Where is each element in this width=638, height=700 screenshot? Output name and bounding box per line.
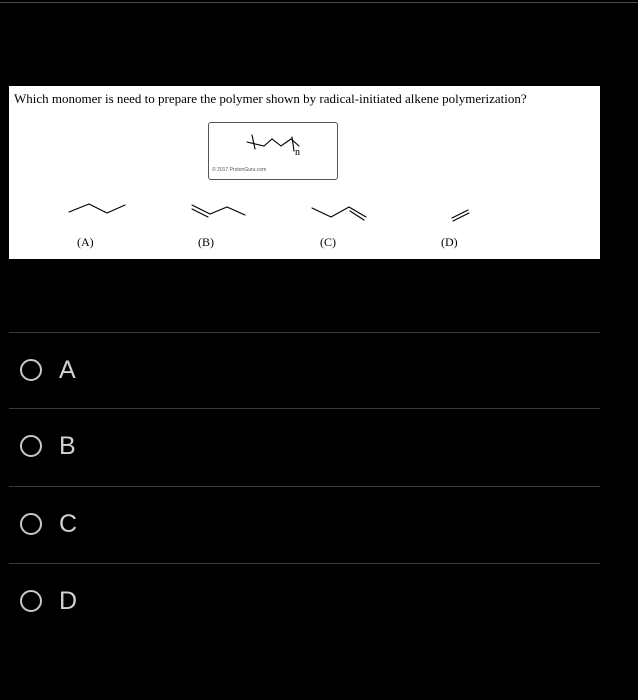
option-c[interactable] <box>9 486 600 562</box>
choice-label-a: (A) <box>77 235 94 249</box>
radio-button-a[interactable] <box>20 359 42 381</box>
option-b-label: B <box>59 432 76 460</box>
option-b[interactable] <box>9 408 600 484</box>
option-d[interactable] <box>9 563 600 639</box>
structure-d-icon <box>452 210 469 221</box>
copyright-text: © 2017 ProtonGuru.com <box>212 167 267 173</box>
choice-label-b: (B) <box>198 235 214 249</box>
structure-c-icon <box>312 207 366 220</box>
monomer-structures <box>9 86 600 259</box>
question-text: Which monomer is need to prepare the polymer shown by radical-initiated alkene polymerization? <box>14 91 527 106</box>
choice-label-d: (D) <box>441 235 458 249</box>
option-d-label: D <box>59 587 78 615</box>
option-c-label: C <box>59 510 78 538</box>
structure-a-icon <box>69 204 125 213</box>
radio-button-c[interactable] <box>20 513 42 535</box>
question-image <box>9 86 600 259</box>
option-a-label: A <box>59 356 76 384</box>
radio-button-d[interactable] <box>20 590 42 612</box>
structure-b-icon <box>192 205 245 217</box>
choice-label-c: (C) <box>320 235 336 249</box>
polymer-subscript: n <box>295 147 300 158</box>
option-a[interactable] <box>9 332 600 408</box>
radio-button-b[interactable] <box>20 435 42 457</box>
top-divider <box>0 2 638 3</box>
